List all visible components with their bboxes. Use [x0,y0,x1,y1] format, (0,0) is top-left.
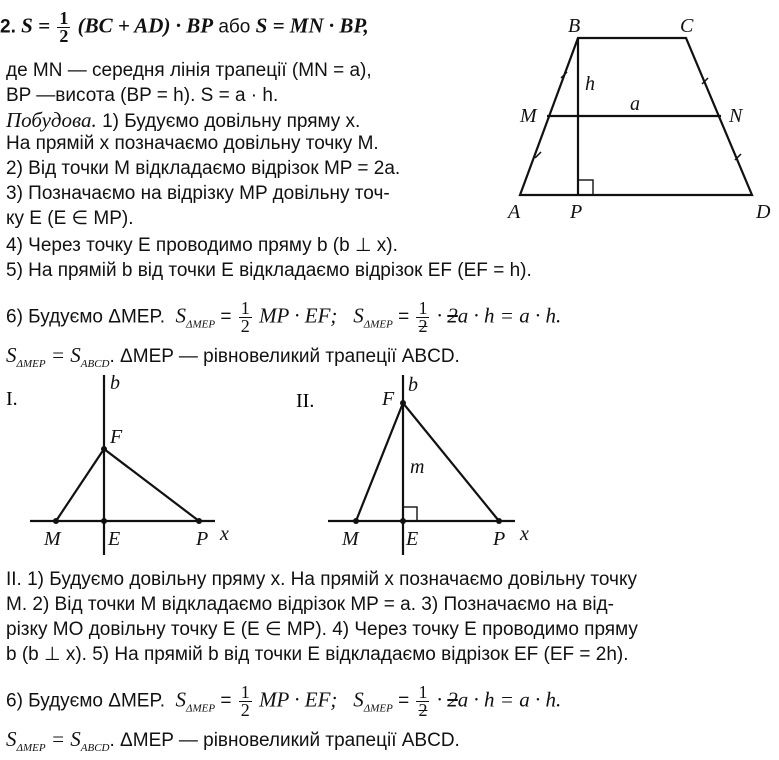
trapezoid-diagram [500,10,779,225]
label-x: x [220,523,229,545]
frac-den: 2 [59,26,69,46]
equal-area-text: . ΔMEP — рівновеликий трапеції ABCD. [109,730,460,751]
equal-area-line-a [6,343,460,376]
text-line-9: 4) Через точку E проводимо пряму b (b ⊥ x). [6,235,398,256]
equals: = [220,306,232,328]
text-line-7: 3) Позначаємо на відрізку MP довільну точ- [6,183,390,204]
equal-area-text: . ΔMEP — рівновеликий трапеції ABCD. [109,346,460,367]
triangle-mep [356,403,499,521]
area-sub: ΔMEP [186,318,216,331]
formula-part: MP · EF; [259,303,338,328]
part2-line-4: b (b ⊥ x). 5) На прямій b від точки E відкладаємо відрізок EF (EF = 2h). [6,644,629,665]
label-P: P [196,528,209,550]
fraction [239,300,252,335]
area-symbol: S [6,343,17,367]
formula-lead: 6) Будуємо ΔMEP. [6,306,165,328]
label-D: D [756,201,771,223]
fraction [416,684,429,719]
fraction [416,300,429,335]
area-sub: ΔMEP [16,358,46,370]
area-sub: ΔMEP [16,742,46,754]
text-line-5: На прямій x позначаємо довільну точку M. [6,133,379,154]
right-angle [578,180,593,195]
formula-part: MP · EF; [259,687,338,712]
frac-den: 2 [418,316,428,336]
label-M: M [342,528,359,550]
area-symbol: S [175,687,187,712]
or-word: або [218,16,251,38]
figure-1 [0,375,270,555]
frac-num: 1 [418,682,428,702]
frac-den: 2 [240,316,250,336]
label-C: C [680,15,694,37]
equals: = [220,690,232,712]
frac-num: 1 [59,8,69,28]
label-A: A [508,201,521,223]
area-sub: ABCD [80,358,110,370]
label-P: P [570,201,583,223]
formula-part: a · h = a · h. [457,303,562,328]
label-x: x [520,523,529,545]
text-line-8: ку E (E ∈ MP). [6,208,134,229]
label-h: h [585,73,595,95]
triangle-mep [56,449,199,521]
equal-area-line-b [6,727,460,760]
frac-num: 1 [240,298,250,318]
intro-formula [0,10,369,45]
part2-line-1: II. 1) Будуємо довільну пряму x. На прямій x позначаємо довільну точку [6,569,637,590]
equals: = [398,690,410,712]
formula-s: S = [21,13,51,38]
area-sub: ΔMEP [363,702,393,715]
problem-number: 2. [0,16,16,38]
label-b: b [110,375,120,394]
construction-label: Побудова. [6,108,97,132]
formula-6b [6,684,561,721]
label-E: E [406,528,419,550]
formula-part: a · h = a · h. [457,687,562,712]
label-M: M [44,528,61,550]
text-line-10: 5) На прямій b від точки E відкладаємо відрізок EF (EF = h). [6,260,532,281]
text-line-4 [6,108,360,134]
equals-s: = S [50,727,81,751]
frac-den: 2 [418,700,428,720]
construction-step1: 1) Будуємо довільну пряму x. [102,111,361,132]
label-a: a [630,93,640,115]
area-sub: ΔMEP [363,318,393,331]
area-sub: ΔMEP [186,702,216,715]
formula-part: · [436,687,443,712]
roman-two: II. [296,390,315,412]
label-B: B [568,15,581,37]
frac-num: 1 [418,298,428,318]
equals-s: = S [50,343,81,367]
part2-line-2: M. 2) Від точки M відкладаємо відрізок MP = a. 3) Позначаємо на від- [6,594,614,615]
frac-den: 2 [240,700,250,720]
text-line-6: 2) Від точки M відкладаємо відрізок MP = 2a. [6,158,401,179]
text-line-3: BP —висота (BP = h). S = a · h. [6,85,279,106]
label-N: N [729,105,743,127]
area-symbol: S [175,303,187,328]
figure-2 [290,375,590,555]
label-E: E [108,528,121,550]
roman-one: I. [6,388,18,410]
label-b: b [408,375,418,396]
formula-rest: (BC + AD) · BP [77,13,214,38]
area-symbol: S [6,727,17,751]
area-symbol: S [353,303,364,328]
label-m: m [410,456,425,478]
formula-lead: 6) Будуємо ΔMEP. [6,690,165,712]
formula-part: · [436,303,443,328]
label-M: M [520,105,537,127]
area-sub: ABCD [80,742,110,754]
area-symbol: S [353,687,364,712]
formula-6a [6,300,561,337]
struck-digit: 2 [447,303,458,328]
label-P: P [493,528,506,550]
formula-alt: S = MN · BP, [255,13,369,38]
struck-digit: 2 [447,687,458,712]
fraction-half [57,10,70,45]
part2-line-3: різку MO довільну точку E (E ∈ MP). 4) Через точку E проводимо пряму [6,619,638,640]
fraction [239,684,252,719]
text-line-2: де MN — середня лінія трапеції (MN = a), [6,60,372,81]
label-F: F [382,388,395,410]
label-F: F [110,426,123,448]
equals: = [398,306,410,328]
frac-num: 1 [240,682,250,702]
